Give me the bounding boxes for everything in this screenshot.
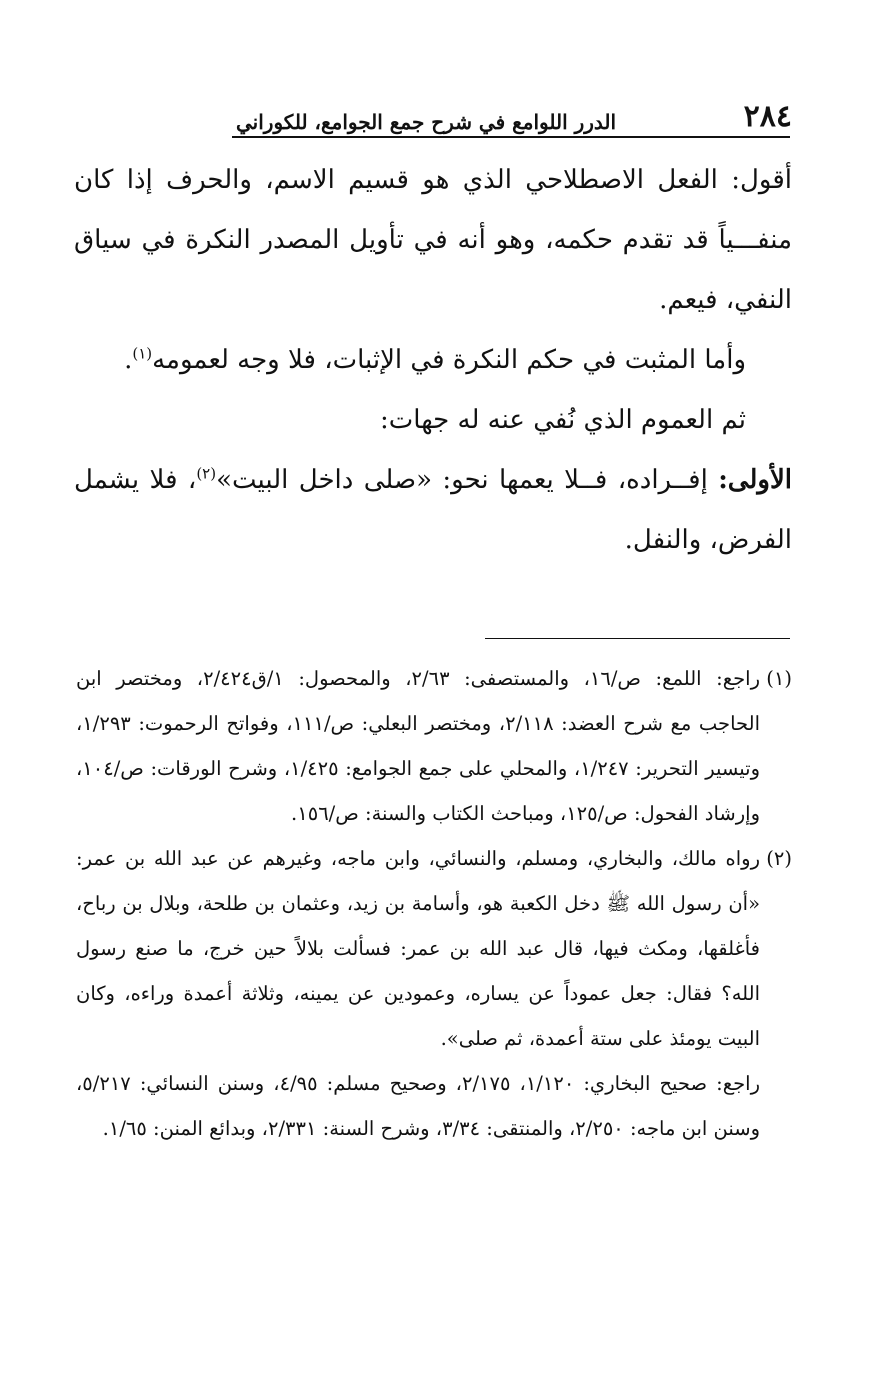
page-number: ٢٨٤ [743, 99, 792, 134]
paragraph-2-text: وأما المثبت في حكم النكرة في الإثبات، فلا وجه لعمومه [152, 345, 746, 375]
paragraph-4 [74, 450, 792, 570]
paragraph-4-lead: الأولى: [718, 465, 793, 495]
footnote-separator [485, 638, 790, 639]
footnote-1 [76, 656, 792, 836]
paragraph-1: أقول: الفعل الاصطلاحي الذي هو قسيم الاسم، والحرف إذا كان منفـــياً قد تقدم حكمه، وهو أنه في تأويل المصدر النكرة في سياق النفي، فيعم. [74, 165, 792, 315]
footnote-1-text: راجع: اللمع: ص/١٦، والمستصفى: ٢/٦٣، والمحصول: ١/ق٢/٤٢٤، ومختصر ابن الحاجب مع شرح العضد: ٢/١١٨، ومختصر البعلي: ص/١١١، وفواتح الرحموت: ١/٢٩٣، وتيسير التحرير: ١/٢٤٧، والمحلي على جمع الجوامع: ١/٤٢٥، وشرح الورقات: ص/١٠٤، وإرشاد الفحول: ص/١٢٥، ومباحث الكتاب والسنة: ص/١٥٦. [76, 667, 760, 825]
paragraph-4-text-a: إفــراده، فــلا يعمها نحو: «صلى داخل البيت» [216, 465, 719, 495]
footnote-2-references: راجع: صحيح البخاري: ١/١٢٠، ٢/١٧٥، وصحيح مسلم: ٤/٩٥، وسنن النسائي: ٥/٢١٧، وسنن ابن ماجه: ٢/٢٥٠، والمنتقى: ٣/٣٤، وشرح السنة: ٢/٣٣١، وبدائع المنن: ١/٦٥. [76, 1072, 760, 1140]
paragraph-2 [74, 330, 792, 390]
footnote-1-number: (١) [766, 667, 792, 690]
main-text [74, 150, 792, 570]
footnotes [76, 656, 792, 1151]
footnote-ref-2: (٢) [196, 464, 217, 483]
page-header [232, 92, 792, 132]
footnote-2 [76, 836, 792, 1061]
header-rule [232, 136, 790, 138]
paragraph-2-end: . [124, 345, 133, 375]
running-title: الدرر اللوامع في شرح جمع الجوامع، للكوراني [236, 110, 617, 134]
footnote-2-number: (٢) [766, 847, 792, 870]
paragraph-3: ثم العموم الذي نُفي عنه له جهات: [380, 405, 746, 435]
footnote-ref-1: (١) [132, 344, 153, 363]
footnote-2-text: رواه مالك، والبخاري، ومسلم، والنسائي، وابن ماجه، وغيرهم عن عبد الله بن عمر: «أن رسول الله ﷺ دخل الكعبة هو، وأسامة بن زيد، وعثمان بن طلحة، وبلال بن رباح، فأغلقها، ومكث فيها، قال عبد الله بن عمر: فسألت بلالاً حين خرج، ما صنع رسول الله؟ فقال: جعل عموداً عن يساره، وعمودين عن يمينه، وثلاثة أعمدة وراءه، وكان البيت يومئذ على ستة أعمدة، ثم صلى». [76, 847, 760, 1050]
paragraph-4-text-b: ، فلا يشمل الفرض، والنفل. [74, 465, 792, 555]
